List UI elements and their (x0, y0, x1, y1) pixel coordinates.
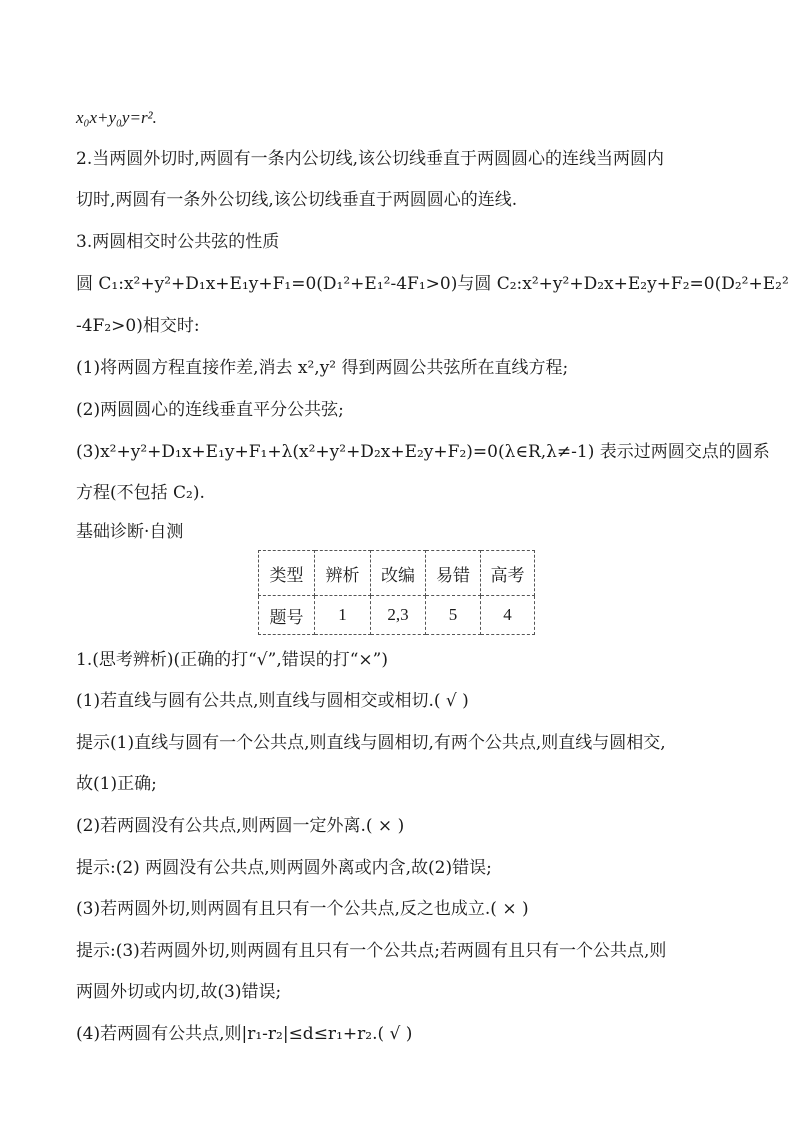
property-item-3: (3)x²+y²+D₁x+E₁y+F₁+λ(x²+y²+D₂x+E₂y+F₂)=0(λ∈R,λ≠-1) 表示过两圆交点的圆系 (76, 442, 770, 462)
section-heading-common-chord: 3.两圆相交时公共弦的性质 (76, 232, 280, 252)
text-line-intersect-condition: -4F₂>0)相交时: (76, 316, 200, 336)
question-type-table (258, 550, 535, 635)
text-line-formula-tangent: x₀x+y₀y=r². (76, 108, 157, 127)
question-1-part-2: (2)若两圆没有公共点,则两圆一定外离.( × ) (76, 816, 405, 836)
hint-1: 提示(1)直线与圆有一个公共点,则直线与圆相切,有两个公共点,则直线与圆相交, (76, 733, 666, 753)
table-header-cell: 高考 (481, 551, 535, 596)
table-cell: 5 (426, 596, 481, 635)
property-item-3-cont: 方程(不包括 C₂). (76, 483, 205, 503)
property-item-1: (1)将两圆方程直接作差,消去 x²,y² 得到两圆公共弦所在直线方程; (76, 358, 569, 378)
table-cell: 4 (481, 596, 535, 635)
hint-1-cont: 故(1)正确; (76, 774, 157, 794)
table-row (259, 596, 535, 635)
table-header-cell: 改编 (371, 551, 426, 596)
table-header-cell: 易错 (426, 551, 481, 596)
hint-3-cont: 两圆外切或内切,故(3)错误; (76, 982, 282, 1002)
question-1-part-3: (3)若两圆外切,则两圆有且只有一个公共点,反之也成立.( × ) (76, 899, 529, 919)
table-cell: 题号 (259, 596, 315, 635)
section-heading-diagnosis: 基础诊断·自测 (76, 522, 184, 542)
question-1-part-1: (1)若直线与圆有公共点,则直线与圆相交或相切.( √ ) (76, 691, 469, 711)
question-1-stem: 1.(思考辨析)(正确的打“√”,错误的打“×”) (76, 650, 388, 670)
hint-2: 提示:(2) 两圆没有公共点,则两圆外离或内含,故(2)错误; (76, 858, 492, 878)
table-header-cell: 辨析 (315, 551, 371, 596)
hint-3: 提示:(3)若两圆外切,则两圆有且只有一个公共点;若两圆有且只有一个公共点,则 (76, 941, 667, 961)
text-line-3: 切时,两圆有一条外公切线,该公切线垂直于两圆圆心的连线. (76, 190, 518, 210)
table-header-cell: 类型 (259, 551, 315, 596)
table-cell: 1 (315, 596, 371, 635)
text-line-circle-equations: 圆 C₁:x²+y²+D₁x+E₁y+F₁=0(D₁²+E₁²-4F₁>0)与圆 C₂:x²+y²+D₂x+E₂y+F₂=0(D₂²+E₂² (76, 274, 789, 294)
question-1-part-4: (4)若两圆有公共点,则|r₁-r₂|≤d≤r₁+r₂.( √ ) (76, 1024, 413, 1044)
table-header-row (259, 551, 535, 596)
table-cell: 2,3 (371, 596, 426, 635)
property-item-2: (2)两圆圆心的连线垂直平分公共弦; (76, 400, 344, 420)
text-line-2: 2.当两圆外切时,两圆有一条内公切线,该公切线垂直于两圆圆心的连线当两圆内 (76, 149, 665, 169)
